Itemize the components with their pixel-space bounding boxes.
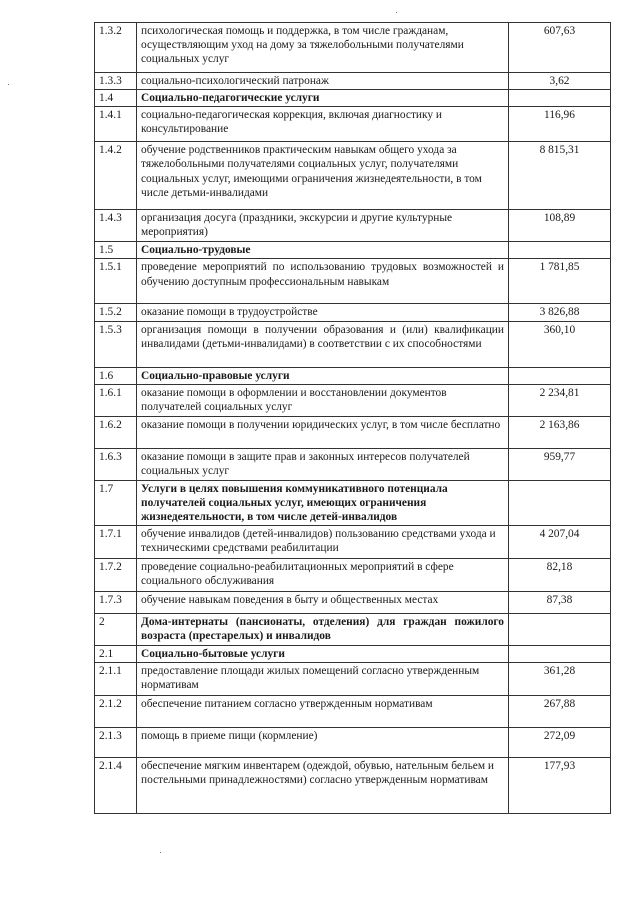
row-number: 1.6.1 [95,384,137,416]
row-number: 2.1.2 [95,696,137,728]
section-title: Социально-трудовые [137,242,509,259]
row-number: 1.5.3 [95,321,137,367]
row-value: 177,93 [509,758,611,814]
row-description: обучение инвалидов (детей-инвалидов) пользованию средствами ухода и техническими средствами реабилитации [137,526,509,559]
row-value [509,480,611,525]
row-description: проведение мероприятий по использованию трудовых возможностей и обучению доступным профессиональным навыкам [137,259,509,304]
table-row [95,259,611,304]
row-number: 1.3.2 [95,23,137,73]
row-description: обучение навыкам поведения в быту и общественных местах [137,592,509,614]
row-number: 1.7.3 [95,592,137,614]
row-description: социально-психологический патронаж [137,73,509,90]
table-row [95,526,611,559]
row-description: помощь в приеме пищи (кормление) [137,728,509,758]
row-description: обеспечение питанием согласно утвержденным нормативам [137,696,509,728]
section-title: Социально-правовые услуги [137,367,509,384]
row-number: 1.5 [95,242,137,259]
row-description: оказание помощи в трудоустройстве [137,304,509,321]
row-value: 4 207,04 [509,526,611,559]
row-number: 2 [95,614,137,646]
row-description: проведение социально-реабилитационных мероприятий в сфере социального обслуживания [137,559,509,592]
table-row [95,107,611,142]
row-value: 361,28 [509,663,611,696]
row-value: 607,63 [509,23,611,73]
row-number: 1.4 [95,90,137,107]
section-header-row [95,242,611,259]
row-description: организация помощи в получении образования и (или) квалификации инвалидами (детьми-инвалидами) в соответствии с их способностями [137,321,509,367]
table-row [95,416,611,448]
row-value: 2 234,81 [509,384,611,416]
row-number: 1.6 [95,367,137,384]
row-value: 1 781,85 [509,259,611,304]
row-value: 8 815,31 [509,142,611,210]
row-number: 1.7.2 [95,559,137,592]
row-description: предоставление площади жилых помещений согласно утвержденным нормативам [137,663,509,696]
row-description: оказание помощи в защите прав и законных интересов получателей социальных услуг [137,448,509,480]
table-row [95,142,611,210]
table-row [95,559,611,592]
table-row [95,758,611,814]
row-value: 116,96 [509,107,611,142]
row-number: 1.7 [95,480,137,525]
row-number: 2.1.4 [95,758,137,814]
table-row [95,696,611,728]
row-value [509,90,611,107]
table-row [95,73,611,90]
row-number: 1.4.3 [95,210,137,242]
table-row [95,321,611,367]
row-number: 1.6.3 [95,448,137,480]
table-row [95,663,611,696]
row-number: 2.1.1 [95,663,137,696]
row-number: 2.1.3 [95,728,137,758]
section-title: Социально-педагогические услуги [137,90,509,107]
table-row [95,448,611,480]
tariff-table [94,22,611,814]
table-row [95,210,611,242]
row-number: 1.5.1 [95,259,137,304]
row-value: 3,62 [509,73,611,90]
row-value: 82,18 [509,559,611,592]
table-row [95,304,611,321]
section-header-row [95,646,611,663]
row-number: 1.7.1 [95,526,137,559]
table-row [95,384,611,416]
row-number: 1.6.2 [95,416,137,448]
row-description: социально-педагогическая коррекция, включая диагностику и консультирование [137,107,509,142]
scan-speck [8,84,9,85]
table-row [95,728,611,758]
row-value [509,614,611,646]
row-description: обеспечение мягким инвентарем (одеждой, обувью, нательным бельем и постельными принадлежностями) согласно утвержденным нормативам [137,758,509,814]
row-value: 959,77 [509,448,611,480]
row-number: 2.1 [95,646,137,663]
section-header-row [95,367,611,384]
scan-speck [396,12,397,13]
row-value [509,242,611,259]
row-number: 1.5.2 [95,304,137,321]
row-description: оказание помощи в получении юридических услуг, в том числе бесплатно [137,416,509,448]
row-number: 1.4.2 [95,142,137,210]
row-description: оказание помощи в оформлении и восстановлении документов получателей социальных услуг [137,384,509,416]
row-description: организация досуга (праздники, экскурсии и другие культурные мероприятия) [137,210,509,242]
row-value: 360,10 [509,321,611,367]
row-number: 1.3.3 [95,73,137,90]
row-value [509,646,611,663]
row-description: обучение родственников практическим навыкам общего ухода за тяжелобольными получателями социальных услуг, получателями социальных услуг, имеющими ограничения жизнедеятельности, в том числе детьми-инвалидами [137,142,509,210]
scan-speck [160,852,161,853]
section-header-row [95,480,611,525]
row-value: 272,09 [509,728,611,758]
row-value: 3 826,88 [509,304,611,321]
section-title: Дома-интернаты (пансионаты, отделения) для граждан пожилого возраста (престарелых) и инвалидов [137,614,509,646]
section-title: Социально-бытовые услуги [137,646,509,663]
row-description: психологическая помощь и поддержка, в том числе гражданам, осуществляющим уход на дому за тяжелобольными получателями социальных услуг [137,23,509,73]
section-header-row [95,614,611,646]
row-value: 267,88 [509,696,611,728]
row-number: 1.4.1 [95,107,137,142]
row-value: 108,89 [509,210,611,242]
section-title: Услуги в целях повышения коммуникативного потенциала получателей социальных услуг, имеющих ограничения жизнедеятельности, в том числе детей-инвалидов [137,480,509,525]
section-header-row [95,90,611,107]
table-row [95,23,611,73]
row-value [509,367,611,384]
row-value: 87,38 [509,592,611,614]
row-value: 2 163,86 [509,416,611,448]
table-row [95,592,611,614]
